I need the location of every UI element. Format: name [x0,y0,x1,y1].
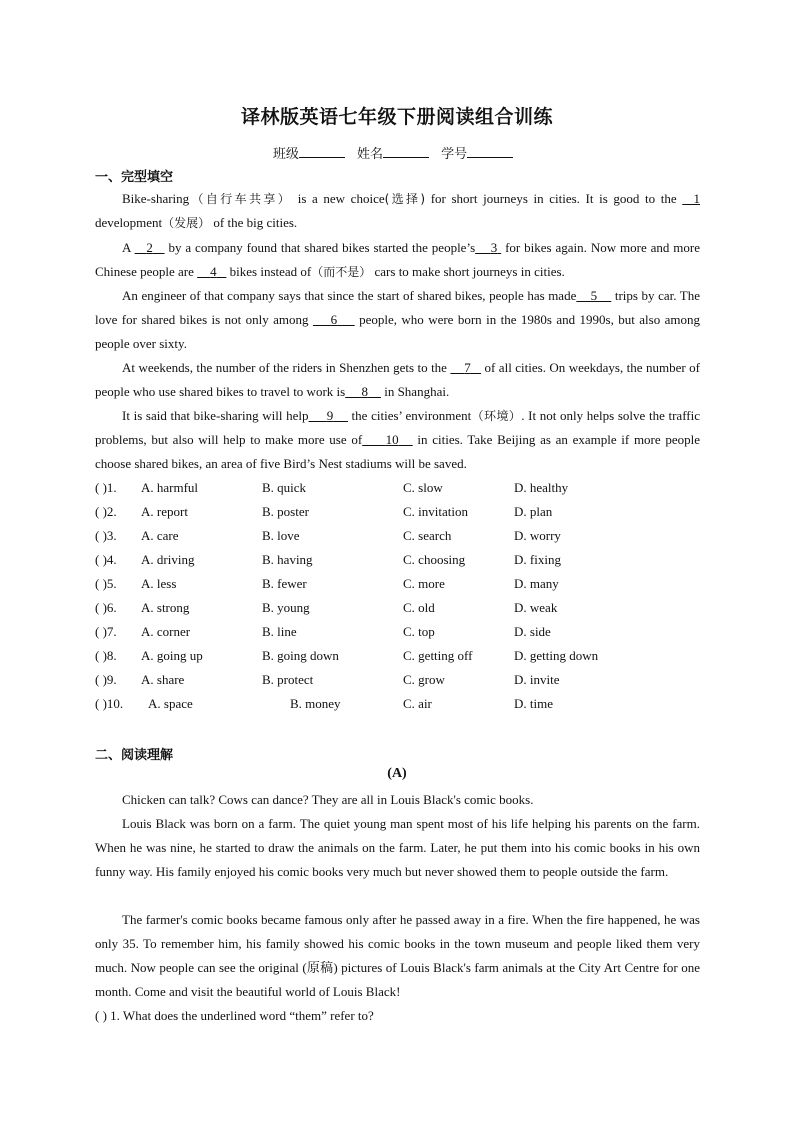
blank-6[interactable]: 6 [330,312,338,327]
blank-8[interactable]: 8 [361,384,368,399]
option-a[interactable]: A. less [141,576,177,591]
option-d[interactable]: D. worry [514,528,561,543]
option-b[interactable]: B. poster [262,504,309,519]
option-d[interactable]: D. plan [514,504,553,519]
option-a[interactable]: A. driving [141,552,195,567]
option-b[interactable]: B. going down [262,648,339,663]
blank-4[interactable]: 4 [210,264,217,279]
blank-5[interactable]: 5 [590,288,598,303]
option-a[interactable]: A. report [141,504,188,519]
reading-paragraph-3: The farmer's comic books became famous only after he passed away in a fire. When the fire happened, he was only 35. To remember him, his family showed his comic books in the town museum and people liked them very much. Now people can see the original (原稿) pictures of Louis Black's farm animals at the City Art Centre for one month. Come and visit the beautiful world of Louis Black! [95,912,700,999]
option-c[interactable]: C. air [403,696,432,711]
question-number[interactable]: ( )1. [95,480,117,495]
option-a[interactable]: A. corner [141,624,191,639]
option-d[interactable]: D. getting down [514,648,599,663]
option-b[interactable]: B. having [262,552,313,567]
option-c[interactable]: C. top [403,624,435,639]
section-heading-reading: 二、阅读理解 [95,748,174,763]
blank-2[interactable]: 2 [146,240,153,255]
question-number[interactable]: ( )7. [95,624,117,639]
option-b[interactable]: B. money [290,696,341,711]
option-b[interactable]: B. fewer [262,576,307,591]
number-label: 学号 [441,147,468,162]
option-d[interactable]: D. many [514,576,559,591]
question-number[interactable]: ( )4. [95,552,117,567]
option-d[interactable]: D. healthy [514,480,569,495]
option-d[interactable]: D. fixing [514,552,561,567]
option-a[interactable]: A. share [141,672,185,687]
page-title: 译林版英语七年级下册阅读组合训练 [240,106,553,128]
blank-7[interactable]: 7 [464,360,471,375]
question-number[interactable]: ( )6. [95,600,117,615]
question-number[interactable]: ( )9. [95,672,117,687]
option-c[interactable]: C. invitation [403,504,468,519]
question-number[interactable]: ( )10. [95,696,124,711]
option-a[interactable]: A. harmful [141,480,199,495]
passage-a-label: (A) [387,766,407,781]
reading-paragraph-1: Chicken can talk? Cows can dance? They are all in Louis Black's comic books. [122,792,534,807]
option-b[interactable]: B. young [262,600,310,615]
option-b[interactable]: B. line [262,624,297,639]
blank-10[interactable]: 10 [385,432,399,447]
option-d[interactable]: D. invite [514,672,560,687]
option-c[interactable]: C. search [403,528,452,543]
option-c[interactable]: C. getting off [403,648,473,663]
option-a[interactable]: A. care [141,528,179,543]
option-d[interactable]: D. side [514,624,551,639]
option-b[interactable]: B. love [262,528,300,543]
blank-9[interactable]: 9 [326,408,334,423]
question-number[interactable]: ( )8. [95,648,117,663]
reading-paragraph-2: Louis Black was born on a farm. The quiet young man spent most of his life helping his parents on the farm. When he was nine, he started to draw the animals on the farm. Later, he put them into his comic books in his own funny way. His family enjoyed his comic books very much but never showed them to people outside the farm. [95,816,700,879]
class-label: 班级 [272,147,299,162]
cloze-paragraph-2: A 2 by a company found that shared bikes started the people’s 3 for bikes again. Now more and more Chinese people are 4 bikes instead of（而不是） cars to make short journeys in cities. [95,240,701,279]
student-info-line [0,143,794,162]
cloze-paragraph-3: An engineer of that company says that since the start of shared bikes, people has made 5 trips by car. The love for shared bikes is not only among 6 people, who were born in the 1980s and 1990s, but also among people over sixty. [95,288,700,351]
cloze-paragraph-5: It is said that bike-sharing will help 9 the cities’ environment（环境）. It not only helps solve the traffic problems, but also will help to make more use of 10 in cities. Take Beijing as an example if more people choose shared bikes, an area of five Bird’s Nest stadiums will be saved. [95,408,701,471]
option-c[interactable]: C. old [403,600,435,615]
option-b[interactable]: B. quick [262,480,307,495]
class-blank[interactable] [299,145,345,158]
option-d[interactable]: D. time [514,696,553,711]
name-label: 姓名 [356,147,383,162]
option-b[interactable]: B. protect [262,672,314,687]
option-a[interactable]: A. going up [141,648,203,663]
question-number[interactable]: ( )5. [95,576,117,591]
cloze-paragraph-4: At weekends, the number of the riders in Shenzhen gets to the 7 of all cities. On weekdays, the number of people who use shared bikes to travel to work is 8 in Shanghai. [95,360,701,399]
name-blank[interactable] [383,145,429,158]
cloze-paragraph-1: Bike-sharing（自行车共享） is a new choice(选择) for short journeys in cities. It is good to the 1 development（发展） of the big cities. [95,191,700,230]
blank-3[interactable]: 3 [490,240,498,255]
option-a[interactable]: A. space [148,696,193,711]
option-c[interactable]: C. more [403,576,445,591]
question-number[interactable]: ( )2. [95,504,117,519]
number-blank[interactable] [467,145,513,158]
option-a[interactable]: A. strong [141,600,190,615]
option-c[interactable]: C. slow [403,480,443,495]
option-d[interactable]: D. weak [514,600,558,615]
section-heading-cloze: 一、完型填空 [95,170,174,185]
option-c[interactable]: C. choosing [403,552,466,567]
blank-1[interactable]: 1 [693,191,700,206]
reading-question-1: ( ) 1. What does the underlined word “them” refer to? [95,1008,374,1023]
option-c[interactable]: C. grow [403,672,445,687]
question-number[interactable]: ( )3. [95,528,117,543]
